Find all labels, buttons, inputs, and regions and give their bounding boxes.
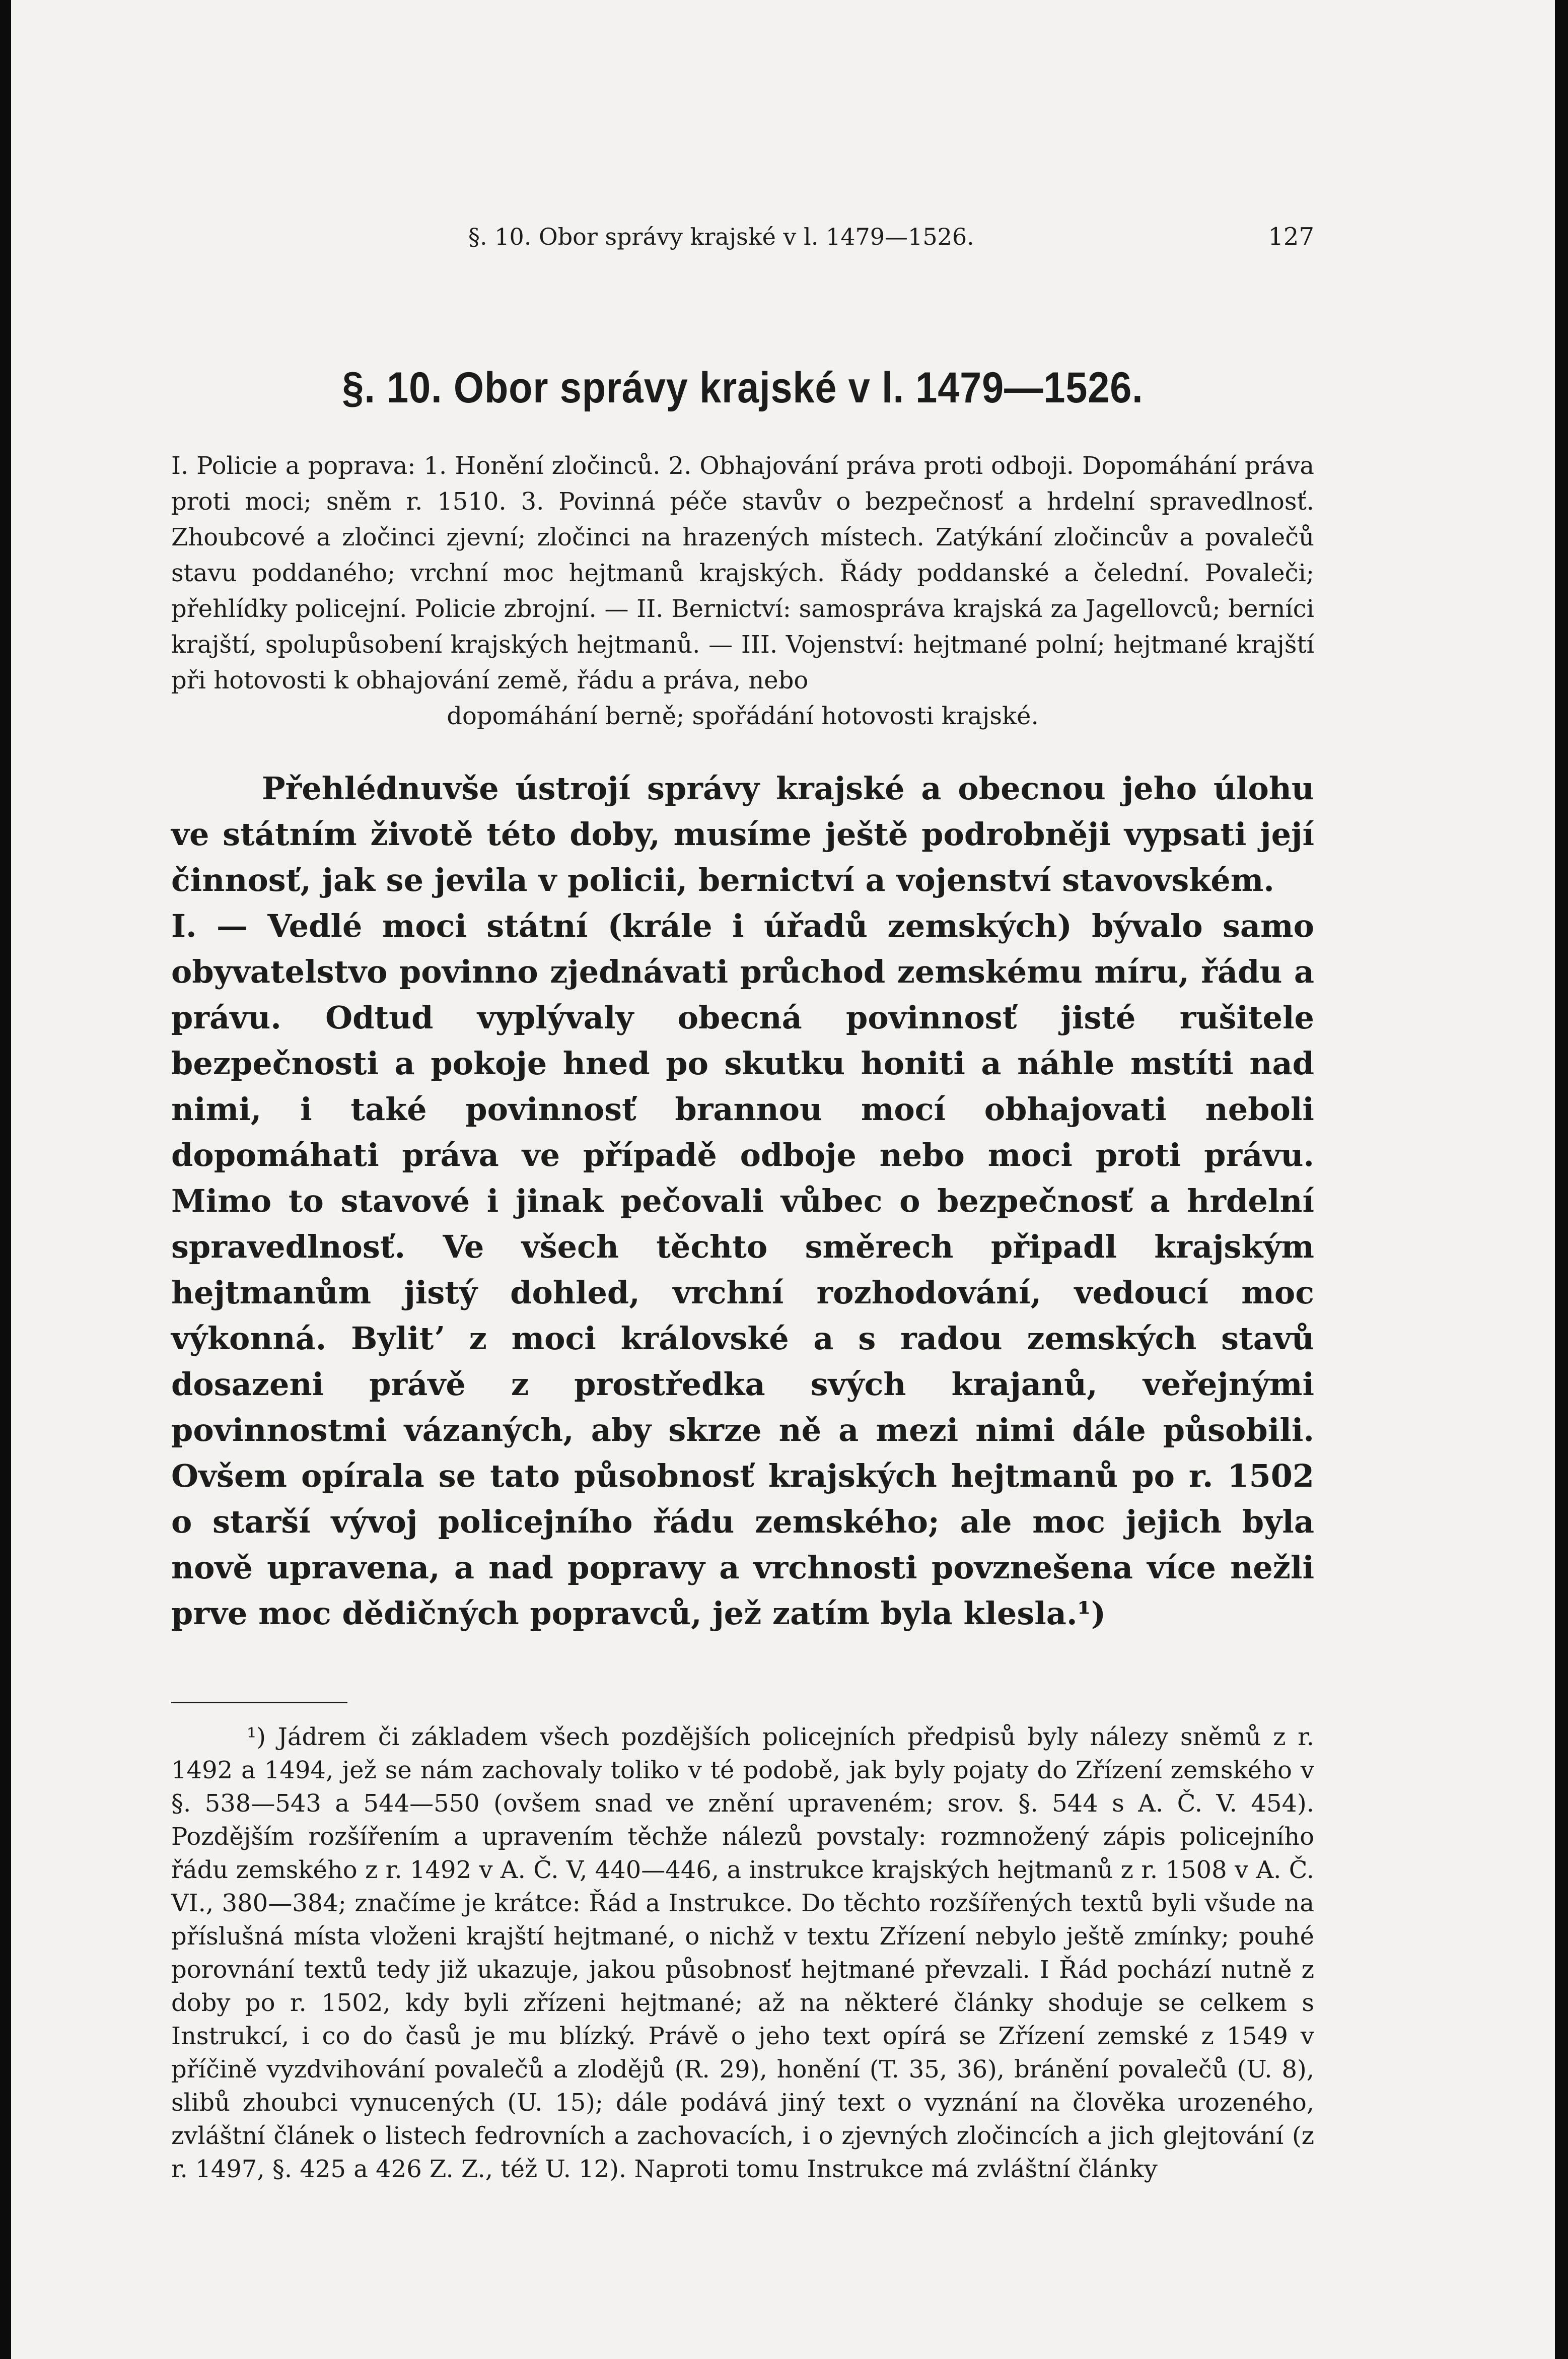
book-page — [171, 217, 1314, 2186]
summary-text: I. Policie a poprava: 1. Honění zločinců. 2. Obhajování práva proti odboji. Dopomáhání práva proti moci; sněm r. 1510. 3. Povinná péče stavův o bezpečnosť a hrdelní spravedlnosť. Zhoubcové a zločinci zjevní; zločinci na hrazených místech. Zatýkání zločincův a povalečů stavu poddaného; vrchní moc hejtmanů krajských. Řády poddanské a čelední. Povaleči; přehlídky policejní. Policie zbrojní. — II. Bernictví: samospráva krajská za Jagellovců; berníci krajští, spolupůsobení krajských hejtmanů. — III. Vojenství: hejtmané polní; hejtmané krajští při hotovosti k obhajování země, řádu a práva, nebo — [171, 452, 1314, 695]
page-number: 127 — [1268, 223, 1314, 251]
footnote-1: ¹) Jádrem či základem všech pozdějších policejních předpisů byly nálezy sněmů z r. 1492 a 1494, jež se nám zachovaly toliko v té podobě, jak byly pojaty do Zřízení zemského v §. 538—543 a 544—550 (ovšem snad ve znění upraveném; srov. §. 544 s A. Č. V. 454). Pozdějším rozšířením a upravením těchže nálezů povstaly: rozmnožený zápis policejního řádu zemského z r. 1492 v A. Č. V, 440—446, a instrukce krajských hejtmanů z r. 1508 v A. Č. VI., 380—384; značíme je krátce: Řád a Instrukce. Do těchto rozšířených textů byli všude na příslušná místa vloženi krajští hejtmané, o nichž v textu Zřízení nebylo ještě zmínky; pouhé porovnání textů tedy již ukazuje, jakou působnosť hejtmané převzali. I Řád pochází nutně z doby po r. 1502, kdy byli zřízeni hejtmané; až na některé články shoduje se celkem s Instrukcí, i co do časů je mu blízký. Právě o jeho text opírá se Zřízení zemské z 1549 v příčině vyzdvihování povalečů a zlodějů (R. 29), honění (T. 35, 36), bránění povalečů (U. 8), slibů zhoubci vynucených (U. 15); dále podává jiný text o vyznání na člověka urozeného, zvláštní článek o listech fedrovních a zachovacích, i o zjevných zločincích a jich glejtování (z r. 1497, §. 425 a 426 Z. Z., též U. 12). Naproti tomu Instrukce má zvláštní články — [171, 1723, 1314, 2183]
footnotes — [171, 1720, 1314, 2186]
body-text — [171, 766, 1314, 1636]
paragraph-policie: I. — Vedlé moci státní (krále i úřadů zemských) bývalo samo obyvatelstvo povinno zjednávati průchod zemskému míru, řádu a právu. Odtud vyplývaly obecná povinnosť jisté rušitele bezpečnosti a pokoje hned po skutku honiti a náhle mstíti nad nimi, i také povinnosť brannou mocí obhajovati neboli dopomáhati práva ve případě odboje nebo moci proti právu. Mimo to stavové i jinak pečovali vůbec o bezpečnosť a hrdelní spravedlnosť. Ve všech těchto směrech připadl krajským hejtmanům jistý dohled, vrchní rozhodování, vedoucí moc výkonná. Bylitʼ z moci královské a s radou zemských stavů dosazeni právě z prostředka svých krajanů, veřejnými povinnostmi vázaných, aby skrze ně a mezi nimi dále působili. Ovšem opírala se tato působnosť krajských hejtmanů po r. 1502 o starší vývoj policejního řádu zemského; ale moc jejich byla nově upravena, a nad popravy a vrchnosti povznešena více nežli prve moc dědičných popravců, jež zatím byla klesla.¹) — [171, 908, 1314, 1632]
paragraph-intro: Přehlédnuvše ústrojí správy krajské a obecnou jeho úlohu ve státním životě této doby, musíme ještě podrobněji vypsati její činnosť, jak se jevila v policii, bernictví a vojenství stavovském. — [171, 770, 1314, 898]
running-title: §. 10. Obor správy krajské v l. 1479—1526. — [468, 223, 974, 250]
section-title: §. 10. Obor správy krajské v l. 1479—1526. — [342, 364, 1144, 412]
footnote-divider — [171, 1702, 347, 1703]
scan-edge-right — [1555, 0, 1568, 2359]
scan-edge-left — [0, 0, 11, 2359]
running-head — [171, 217, 1314, 257]
section-summary — [171, 448, 1314, 734]
summary-last-line: dopomáhání berně; spořádání hotovosti krajské. — [447, 702, 1039, 730]
